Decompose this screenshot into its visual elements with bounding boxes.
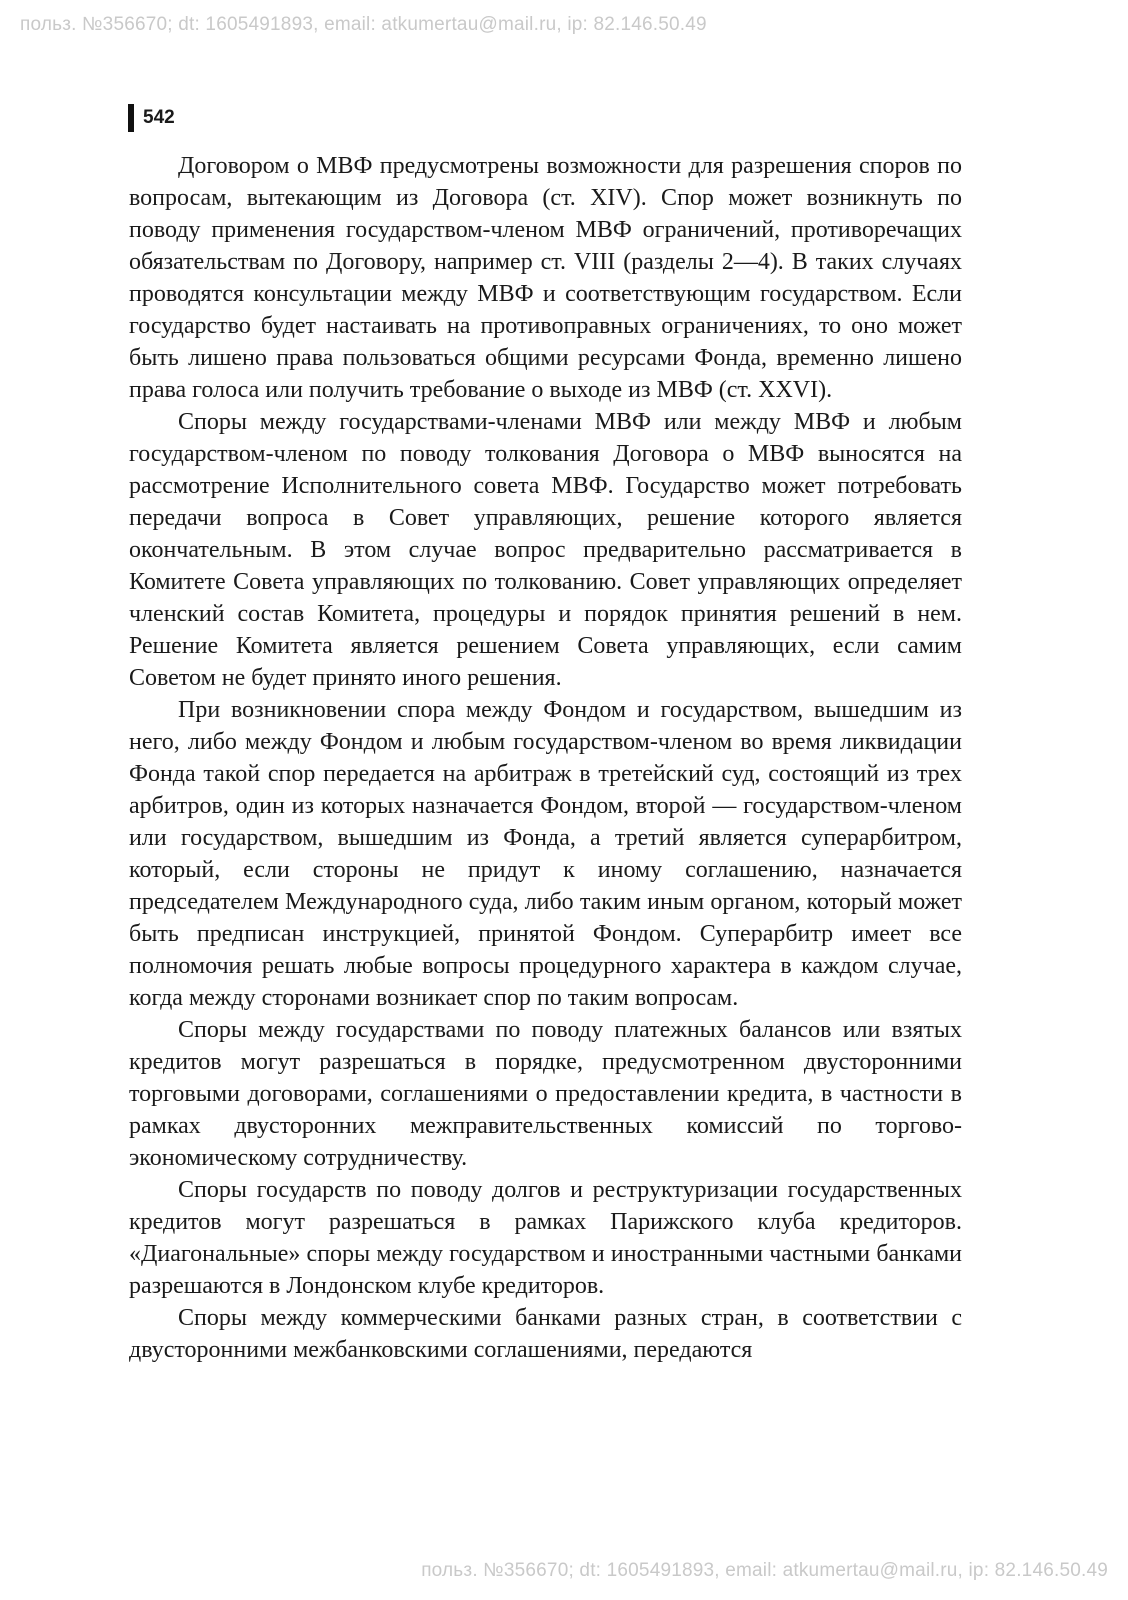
watermark-bottom: польз. №356670; dt: 1605491893, email: atkumertau@mail.ru, ip: 82.146.50.49 (421, 1560, 1108, 1581)
page-marker-bar (128, 104, 134, 132)
paragraph-5: Споры государств по поводу долгов и реструктуризации государственных кредитов могут разрешаться в рамках Парижского клуба кредиторов. «Диагональные» споры между государством и иностранными частными банками разрешаются в Лондонском клубе кредиторов. (129, 1177, 962, 1299)
paragraph-1: Договором о МВФ предусмотрены возможности для разрешения споров по вопросам, вытекающим из Договора (ст. XIV). Спор может возникнуть по поводу применения государством-членом МВФ ограничений, противоречащих обязательствам по Договору, например ст. VIII (разделы 2—4). В таких случаях проводятся консультации между МВФ и соответствующим государством. Если государство будет настаивать на противоправных ограничениях, то оно может быть лишено права пользоваться общими ресурсами Фонда, временно лишено права голоса или получить требование о выходе из МВФ (ст. XXVI). (129, 153, 962, 403)
watermark-top: польз. №356670; dt: 1605491893, email: atkumertau@mail.ru, ip: 82.146.50.49 (20, 14, 707, 35)
paragraph-4: Споры между государствами по поводу платежных балансов или взятых кредитов могут разрешаться в порядке, предусмотренном двусторонними торговыми договорами, соглашениями о предоставлении кредита, в частности в рамках двусторонних межправительственных комиссий по торгово-экономическому сотрудничеству. (129, 1017, 962, 1171)
document-body (129, 150, 962, 1366)
page-header (128, 104, 175, 132)
paragraph-2: Споры между государствами-членами МВФ или между МВФ и любым государством-членом по поводу толкования Договора о МВФ выносятся на рассмотрение Исполнительного совета МВФ. Государство может потребовать передачи вопроса в Совет управляющих, решение которого является окончательным. В этом случае вопрос предварительно рассматривается в Комитете Совета управляющих по толкованию. Совет управляющих определяет членский состав Комитета, процедуры и порядок принятия решений в нем. Решение Комитета является решением Совета управляющих, если самим Советом не будет принято иного решения. (129, 409, 962, 691)
paragraph-3: При возникновении спора между Фондом и государством, вышедшим из него, либо между Фондом и любым государством-членом во время ликвидации Фонда такой спор передается на арбитраж в третейский суд, состоящий из трех арбитров, один из которых назначается Фондом, второй — государством-членом или государством, вышедшим из Фонда, а третий является суперарбитром, который, если стороны не придут к иному соглашению, назначается председателем Международного суда, либо таким иным органом, который может быть предписан инструкцией, принятой Фондом. Суперарбитр имеет все полномочия решать любые вопросы процедурного характера в каждом случае, когда между сторонами возникает спор по таким вопросам. (129, 697, 962, 1011)
page-number: 542 (143, 107, 175, 128)
paragraph-6: Споры между коммерческими банками разных стран, в соответствии с двусторонними межбанковскими соглашениями, передаются (129, 1305, 962, 1363)
